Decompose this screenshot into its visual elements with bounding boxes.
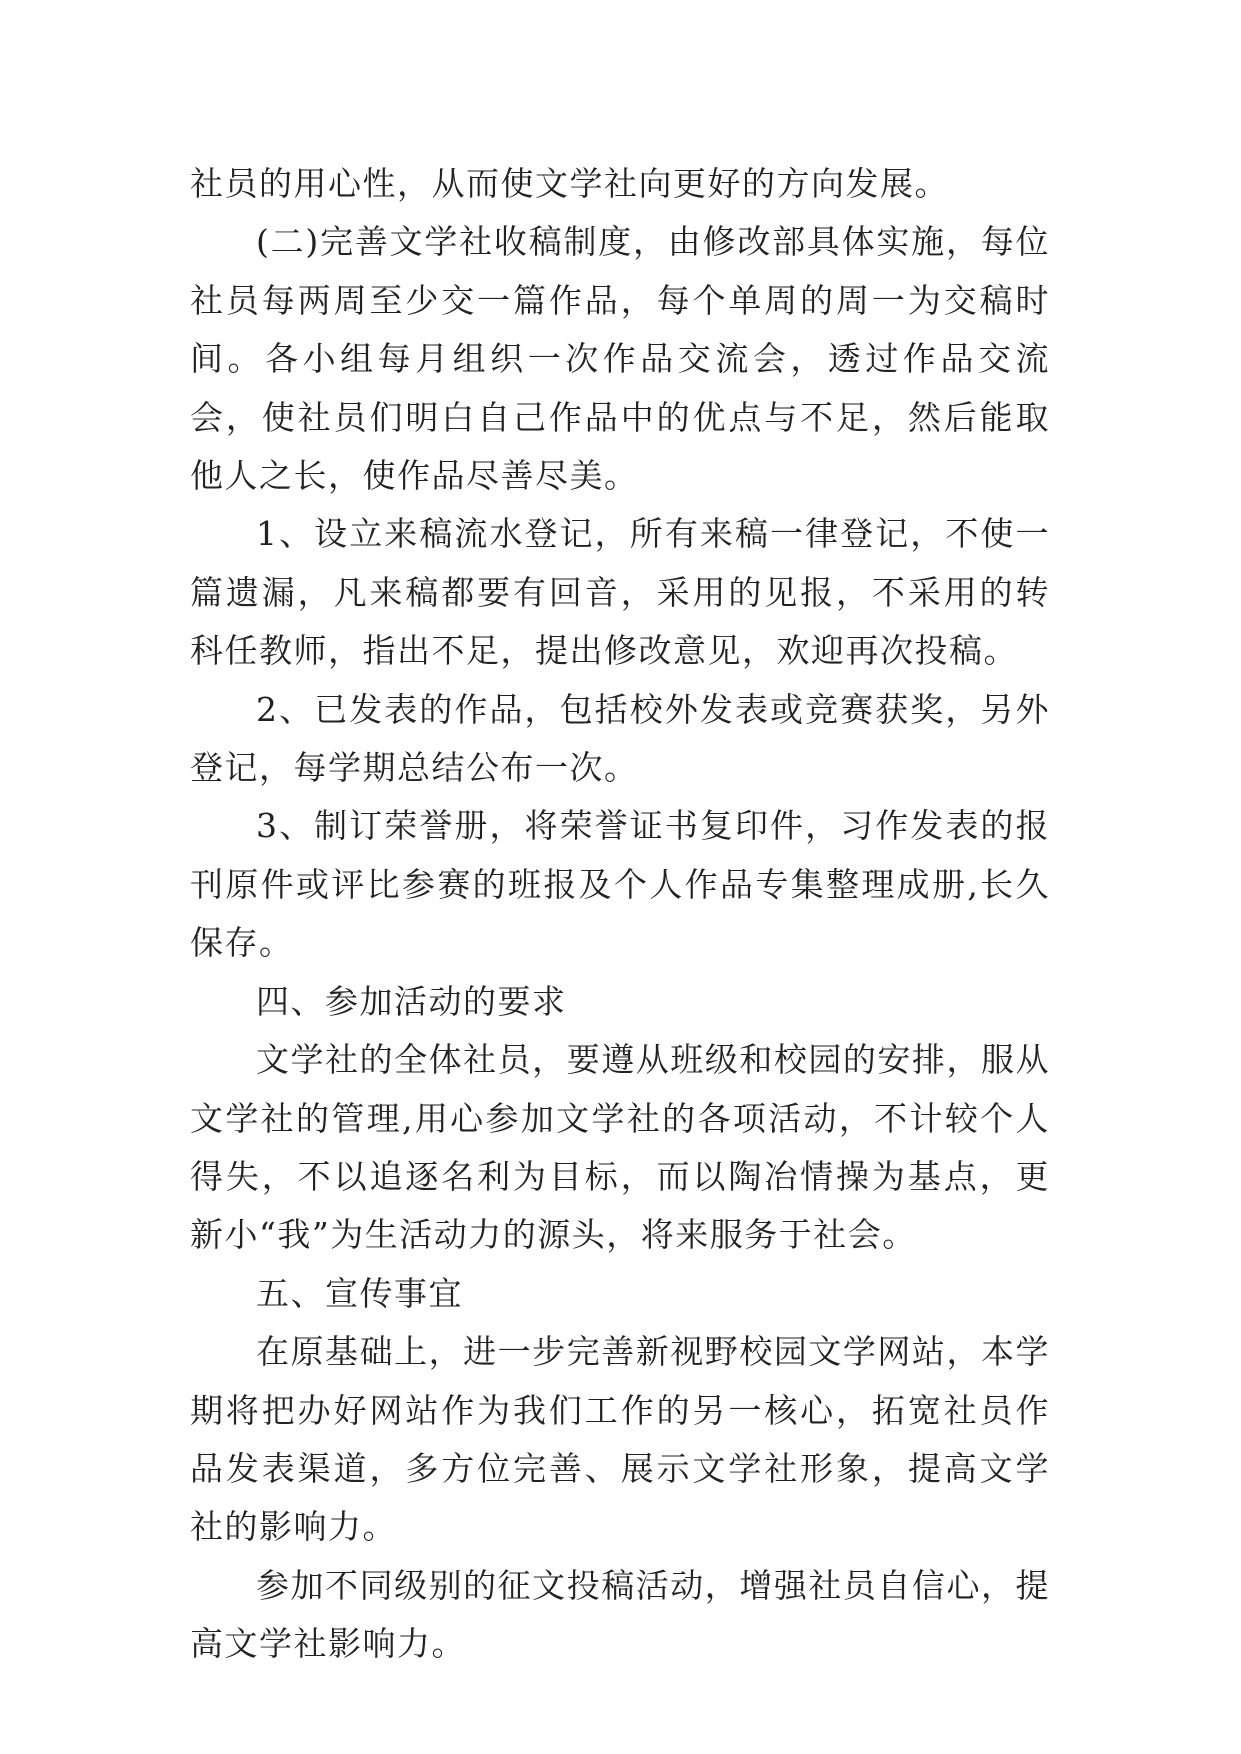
paragraph-4: 2、已发表的作品，包括校外发表或竞赛获奖，另外登记，每学期总结公布一次。 bbox=[190, 689, 1050, 788]
paragraph-9: 在原基础上，进一步完善新视野校园文学网站，本学期将把办好网站作为我们工作的另一核心，拓宽社员作品发表渠道，多方位完善、展示文学社形象，提高文学社的影响力。 bbox=[190, 1332, 1050, 1547]
paragraph-3: 1、设立来稿流水登记，所有来稿一律登记，不使一篇遗漏，凡来稿都要有回音，采用的见报，不采用的转科任教师，指出不足，提出修改意见，欢迎再次投稿。 bbox=[190, 514, 1050, 671]
paragraph-10: 参加不同级别的征文投稿活动，增强社员自信心，提高文学社影响力。 bbox=[190, 1565, 1050, 1664]
section-heading-5: 五、宣传事宜 bbox=[256, 1273, 463, 1313]
document-body bbox=[190, 155, 1050, 1674]
section-heading-4: 四、参加活动的要求 bbox=[256, 981, 567, 1021]
paragraph-7: 文学社的全体社员，要遵从班级和校园的安排，服从文学社的管理,用心参加文学社的各项活动，不计较个人得失，不以追逐名利为目标，而以陶冶情操为基点，更新小“我”为生活动力的源头，将来服务于社会。 bbox=[190, 1040, 1050, 1255]
paragraph-2: (二)完善文学社收稿制度，由修改部具体实施，每位社员每两周至少交一篇作品，每个单周的周一为交稿时间。各小组每月组织一次作品交流会，透过作品交流会，使社员们明白自己作品中的优点与不足，然后能取他人之长，使作品尽善尽美。 bbox=[190, 222, 1050, 496]
paragraph-5: 3、制订荣誉册，将荣誉证书复印件，习作发表的报刊原件或评比参赛的班报及个人作品专集整理成册,长久保存。 bbox=[190, 806, 1050, 963]
paragraph-1: 社员的用心性，从而使文学社向更好的方向发展。 bbox=[190, 164, 949, 203]
